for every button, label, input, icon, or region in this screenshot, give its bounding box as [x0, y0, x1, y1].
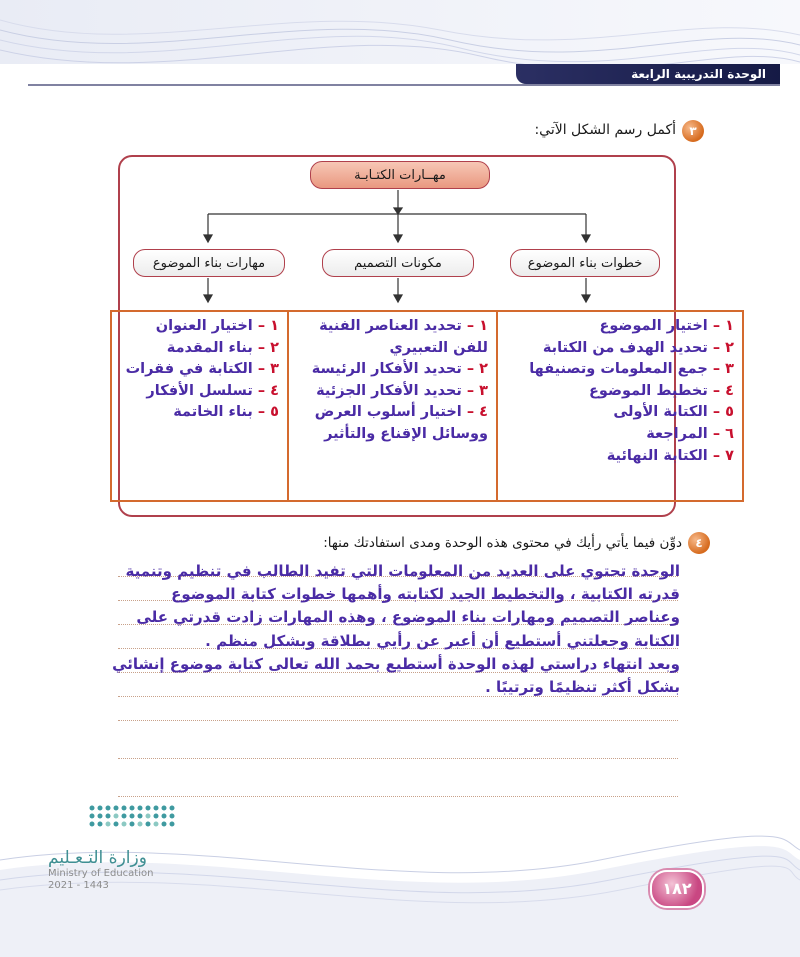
building-skills-list: [118, 316, 279, 424]
item-number: ٥ –: [712, 404, 734, 421]
ministry-name-english: Ministry of Education: [48, 868, 154, 879]
question-4-prompt: دوِّن فيما يأتي رأيك في محتوى هذه الوحدة ومدى استفادتك منها:: [323, 535, 682, 551]
diagram-list-item: [118, 402, 279, 424]
question-3-number-badge: ٣: [682, 120, 704, 142]
diagram-list-item: [118, 316, 279, 338]
item-number: ٣ –: [712, 361, 734, 378]
item-text: للفن التعبيري: [389, 339, 488, 356]
answer-line: الوحدة تحتوي على العديد من المعلومات التي تفيد الطالب في تنظيم وتنمية: [125, 562, 680, 580]
item-text: اختيار العنوان: [155, 318, 258, 334]
diagram-list-item: [504, 381, 734, 403]
ministry-logo-dots-icon: [40, 800, 180, 844]
item-text: بناء الخاتمة: [173, 404, 258, 421]
answer-line: الكتابة وجعلتني أستطيع أن أعبر عن رأيي بطلاقة وبشكل منظم .: [205, 631, 680, 650]
item-text: ووسائل الإقناع والتأثير: [324, 425, 488, 442]
diagram-list-item: [295, 316, 488, 338]
diagram-list-item: [295, 402, 488, 424]
answer-line: بشكل أكثر تنظيمًا وترتيبًا .: [485, 678, 680, 697]
item-text: تحديد الأفكار الجزئية: [316, 382, 467, 399]
item-number: ٤ –: [257, 382, 279, 399]
answer-line: وبعد انتهاء دراستي لهذه الوحدة أستطيع بحمد الله تعالى كتابة موضوع إنشائي: [112, 654, 680, 673]
item-text: الكتابة في فقرات: [125, 361, 258, 378]
item-number: ٦ –: [712, 425, 734, 442]
item-number: ٣ –: [466, 382, 488, 399]
design-components-list: [295, 316, 488, 446]
item-number: ٢ –: [712, 339, 734, 356]
item-text: اختيار أسلوب العرض: [314, 404, 467, 421]
handwritten-answer: [114, 560, 680, 699]
answer-line: قدرته الكتابية ، والتخطيط الجيد لكتابته وأهمها خطوات كتابة الموضوع: [171, 585, 680, 604]
item-text: بناء المقدمة: [166, 339, 258, 356]
item-text: تحديد الهدف من الكتابة: [542, 339, 713, 356]
question-3-prompt: أكمل رسم الشكل الآتي:: [534, 122, 676, 138]
diagram-list-item: [295, 338, 488, 360]
item-number: ٥ –: [257, 404, 279, 421]
page-number-badge: ١٨٢: [650, 870, 704, 908]
diagram-list-item: [295, 424, 488, 446]
diagram-list-item: [118, 338, 279, 360]
diagram-list-item: [504, 359, 734, 381]
item-number: ١ –: [257, 318, 279, 334]
diagram-list-item: [504, 446, 734, 468]
item-text: تخطيط الموضوع: [589, 382, 713, 399]
item-number: ٤ –: [466, 404, 488, 421]
item-text: اختيار الموضوع: [599, 318, 713, 334]
item-text: تحديد الأفكار الرئيسة: [311, 361, 467, 378]
item-number: ٣ –: [257, 361, 279, 378]
diagram-list-item: [504, 424, 734, 446]
diagram-list-item: [118, 381, 279, 403]
edition-year: 2021 - 1443: [48, 880, 109, 891]
diagram-list-item: [295, 359, 488, 381]
item-number: ١ –: [466, 318, 488, 334]
item-number: ٧ –: [712, 447, 734, 464]
diagram-list-item: [504, 338, 734, 360]
heading-topic-building-steps: خطوات بناء الموضوع: [510, 249, 660, 277]
unit-title-banner: الوحدة التدريبية الرابعة: [516, 64, 780, 84]
topic-steps-list-box: [496, 310, 744, 502]
heading-topic-building-skills: مهارات بناء الموضوع: [133, 249, 285, 277]
item-text: المراجعة: [646, 425, 713, 442]
diagram-list-item: [295, 381, 488, 403]
ministry-name-arabic: وزارة التـعـليم: [48, 848, 147, 868]
ministry-of-education-logo: [40, 800, 190, 891]
header-wave-decoration: [0, 0, 800, 110]
item-number: ١ –: [712, 318, 734, 334]
answer-dotted-line: [118, 796, 678, 797]
building-skills-list-box: [110, 310, 289, 502]
design-components-list-box: [287, 310, 498, 502]
item-number: ٢ –: [466, 361, 488, 378]
item-text: تسلسل الأفكار: [146, 382, 258, 399]
diagram-list-item: [504, 316, 734, 338]
header-divider: [28, 84, 780, 86]
answer-dotted-line: [118, 758, 678, 759]
answer-dotted-line: [118, 720, 678, 721]
question-4-number-badge: ٤: [688, 532, 710, 554]
item-text: جمع المعلومات وتصنيفها: [529, 361, 713, 378]
item-text: تحديد العناصر الفنية: [319, 318, 467, 334]
item-number: ٢ –: [257, 339, 279, 356]
diagram-list-item: [504, 402, 734, 424]
topic-steps-list: [504, 316, 734, 467]
item-text: الكتابة الأولى: [613, 404, 713, 421]
diagram-root-writing-skills: مهــارات الكتـابـة: [310, 161, 490, 189]
item-number: ٤ –: [712, 382, 734, 399]
answer-line: وعناصر التصميم ومهارات بناء الموضوع ، وهذه المهارات زادت قدرتي على: [136, 608, 680, 627]
heading-design-components: مكونات التصميم: [322, 249, 474, 277]
item-text: الكتابة النهائية: [606, 447, 713, 464]
diagram-list-item: [118, 359, 279, 381]
